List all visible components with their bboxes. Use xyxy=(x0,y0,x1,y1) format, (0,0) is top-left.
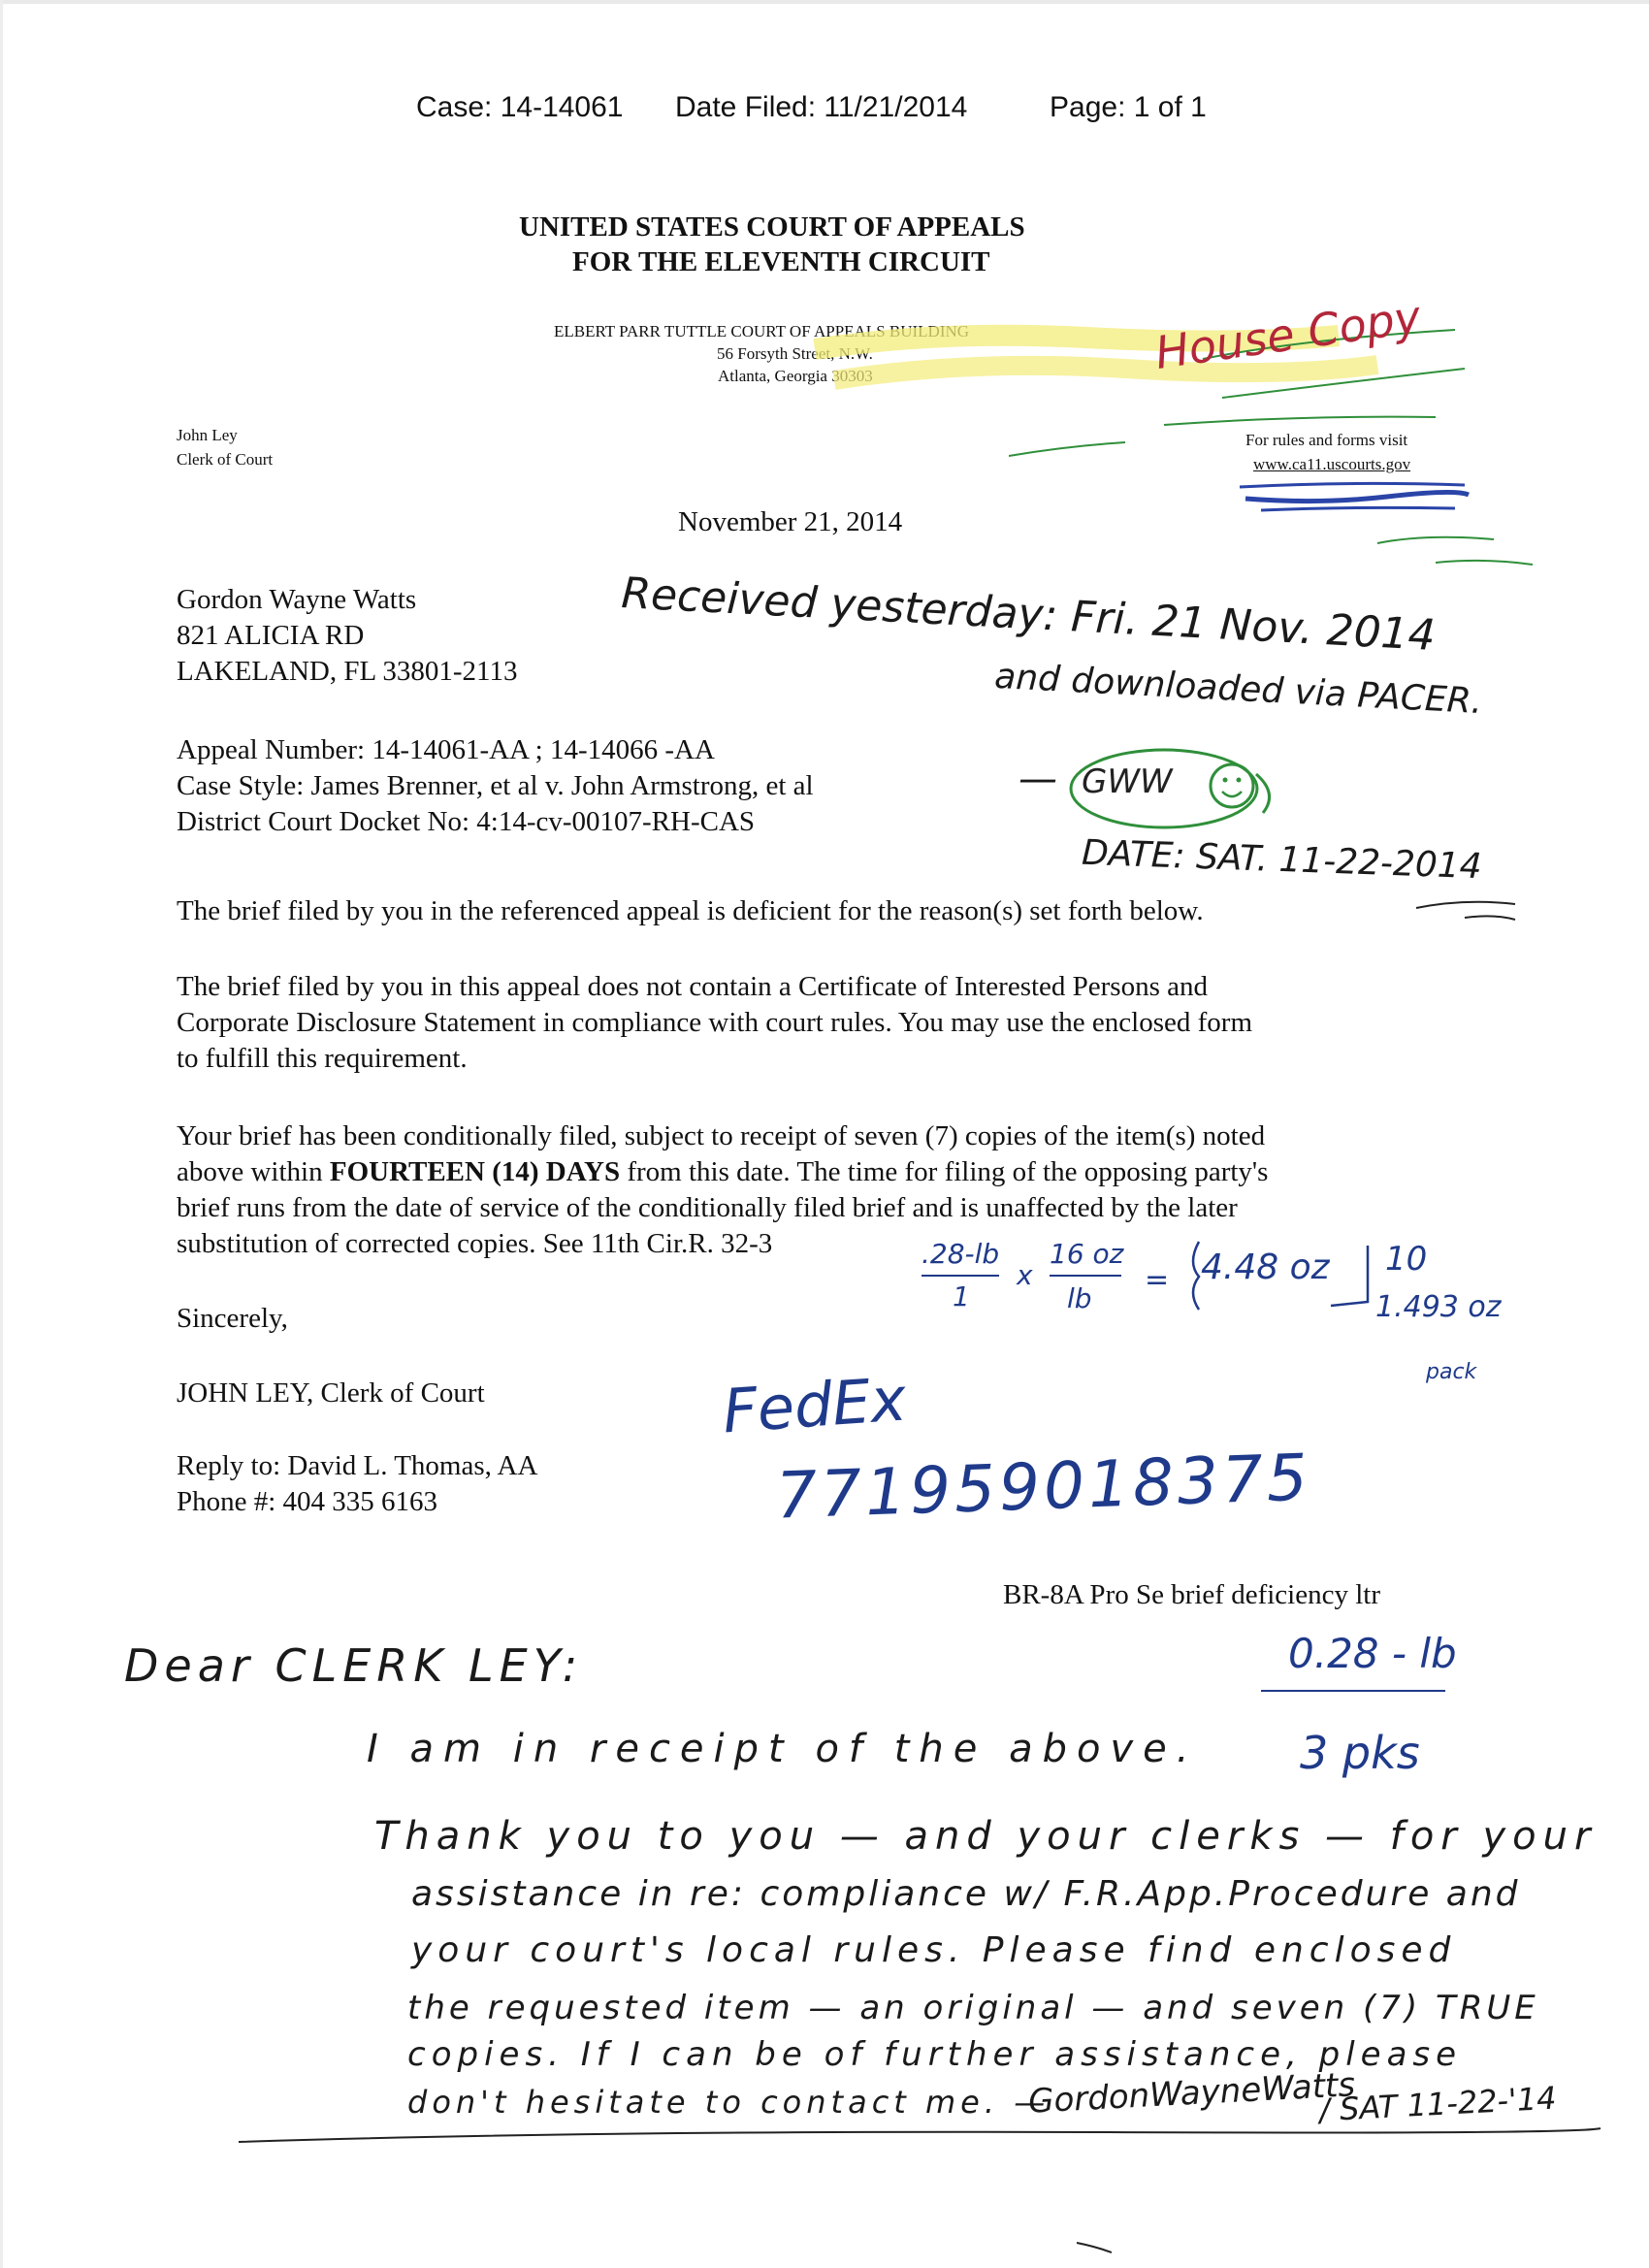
court-title: UNITED STATES COURT OF APPEALS xyxy=(519,211,1025,243)
case-style: Case Style: James Brenner, et al v. John Armstrong, et al xyxy=(177,770,814,801)
appeal-number: Appeal Number: 14-14061-AA ; 14-14066 -AA xyxy=(177,734,715,765)
handwritten-signature: GordonWayneWatts xyxy=(1027,2065,1357,2122)
filing-text: from this date. The time for filing of the opposing party's xyxy=(620,1156,1269,1187)
pen-stroke xyxy=(1416,902,1515,908)
smiley-eye xyxy=(1223,778,1228,783)
smiley-mouth xyxy=(1222,792,1242,796)
recipient-name: Gordon Wayne Watts xyxy=(177,584,417,615)
rules-label: For rules and forms visit xyxy=(1245,431,1408,449)
note-line-7: copies. If I can be of further assistance, please xyxy=(407,2035,1463,2074)
initials-signature: GWW xyxy=(1082,762,1173,801)
court-subtitle: FOR THE ELEVENTH CIRCUIT xyxy=(572,246,990,277)
received-note: Received yesterday: Fri. 21 Nov. 2014 xyxy=(620,568,1437,661)
package-weight: 0.28 - lb xyxy=(1288,1630,1457,1677)
case-number: Case: 14-14061 xyxy=(416,91,624,123)
paragraph-filing-l3: brief runs from the date of service of the conditionally filed brief and is unaffected by the later xyxy=(177,1192,1238,1223)
court-street: 56 Forsyth Street, N.W. xyxy=(717,344,873,363)
paragraph-certificate-l2: Corporate Disclosure Statement in compliance with court rules. You may use the enclosed form xyxy=(177,1007,1252,1038)
docket-number: District Court Docket No: 4:14-cv-00107-RH-CAS xyxy=(177,806,756,837)
calc-result: 4.48 oz xyxy=(1201,1247,1330,1287)
note-line-4: assistance in re: compliance w/ F.R.App.Procedure and xyxy=(411,1874,1521,1914)
note-line-2: I am in receipt of the above. xyxy=(367,1727,1199,1771)
clerk-title: Clerk of Court xyxy=(177,450,274,469)
calc-fraction-a-num: .28-lb xyxy=(922,1238,1000,1270)
page-edge-left xyxy=(0,0,3,2268)
pen-stroke xyxy=(1077,2243,1112,2252)
letter-date: November 21, 2014 xyxy=(678,506,903,537)
note-line-8: don't hesitate to contact me. — xyxy=(407,2084,1051,2121)
phone-number: Phone #: 404 335 6163 xyxy=(177,1486,438,1517)
calc-fraction-b-num: 16 oz xyxy=(1050,1238,1124,1270)
paragraph-certificate-l1: The brief filed by you in this appeal does not contain a Certificate of Interested Persons and xyxy=(177,971,1209,1002)
court-city: Atlanta, Georgia 30303 xyxy=(718,367,873,385)
calc-equals: = xyxy=(1145,1263,1170,1297)
package-count: 3 pks xyxy=(1300,1727,1420,1779)
highlight-stroke xyxy=(834,365,1377,380)
paragraph-filing-l2 xyxy=(177,1154,1268,1190)
date-filed: Date Filed: 11/21/2014 xyxy=(675,91,968,123)
recipient-street: 821 ALICIA RD xyxy=(177,620,365,651)
recipient-city: LAKELAND, FL 33801-2113 xyxy=(177,656,518,687)
filing-text: above within xyxy=(177,1156,330,1187)
closing-sincerely: Sincerely, xyxy=(177,1303,288,1334)
calc-side-count: 10 xyxy=(1385,1240,1428,1279)
smiley-face xyxy=(1211,764,1253,807)
fourteen-days: FOURTEEN (14) DAYS xyxy=(329,1156,621,1187)
smiley-eye xyxy=(1237,778,1242,783)
blue-stroke xyxy=(1193,1242,1199,1310)
bottom-pen-lines xyxy=(223,2105,1620,2260)
court-building: ELBERT PARR TUTTLE COURT OF APPEALS BUILDING xyxy=(554,322,970,340)
green-stroke xyxy=(1009,442,1125,456)
initials-dash: — xyxy=(1018,757,1057,801)
green-stroke xyxy=(1377,537,1494,543)
calc-fraction-b-den: lb xyxy=(1067,1282,1092,1314)
calc-side-unit: pack xyxy=(1426,1360,1477,1384)
paragraph-deficiency: The brief filed by you in the referenced appeal is deficient for the reason(s) set forth below. xyxy=(177,895,1204,926)
closing-signer: JOHN LEY, Clerk of Court xyxy=(177,1377,485,1409)
note-salutation: Dear CLERK LEY: xyxy=(124,1639,584,1692)
pen-stroke xyxy=(239,2128,1600,2142)
paragraph-certificate-l3: to fulfill this requirement. xyxy=(177,1043,468,1074)
rules-url[interactable]: www.ca11.uscourts.gov xyxy=(1253,455,1411,473)
calc-bracket xyxy=(1185,1238,1379,1315)
date-note-squiggle xyxy=(1406,891,1523,929)
note-line-5: your court's local rules. Please find enclosed xyxy=(411,1930,1457,1970)
download-note: and downloaded via PACER. xyxy=(993,656,1484,723)
fedex-label: FedEx xyxy=(720,1363,909,1447)
house-copy-note: House Copy xyxy=(1151,290,1424,379)
page-edge xyxy=(0,0,1649,4)
calc-fraction-a-bar xyxy=(922,1275,999,1277)
calc-side-weight: 1.493 oz xyxy=(1375,1290,1502,1324)
fedex-tracking-number: 771959018375 xyxy=(774,1440,1313,1534)
paragraph-filing-l4: substitution of corrected copies. See 11th Cir.R. 32-3 xyxy=(177,1228,773,1259)
reply-to: Reply to: David L. Thomas, AA xyxy=(177,1450,538,1481)
paragraph-filing-l1: Your brief has been conditionally filed, subject to receipt of seven (7) copies of the item(s) noted xyxy=(177,1120,1266,1151)
calc-fraction-b-bar xyxy=(1050,1275,1121,1277)
page-count: Page: 1 of 1 xyxy=(1050,91,1207,123)
weight-underline xyxy=(1261,1690,1445,1692)
note-line-3: Thank you to you — and your clerks — for your xyxy=(374,1814,1598,1859)
pen-stroke xyxy=(1465,916,1515,920)
calc-fraction-a-den: 1 xyxy=(953,1280,970,1312)
note-line-6: the requested item — an original — and seven (7) TRUE xyxy=(407,1989,1539,2027)
green-stroke xyxy=(1256,774,1270,813)
clerk-name: John Ley xyxy=(177,426,238,444)
green-marks xyxy=(1009,417,1552,572)
date-note: DATE: SAT. 11-22-2014 xyxy=(1081,832,1483,888)
blue-stroke xyxy=(1331,1246,1368,1306)
green-stroke xyxy=(1436,561,1533,565)
calc-times: x xyxy=(1017,1259,1033,1291)
signature-date: / SAT 11-22-'14 xyxy=(1318,2079,1558,2129)
form-code: BR-8A Pro Se brief deficiency ltr xyxy=(1003,1579,1380,1610)
